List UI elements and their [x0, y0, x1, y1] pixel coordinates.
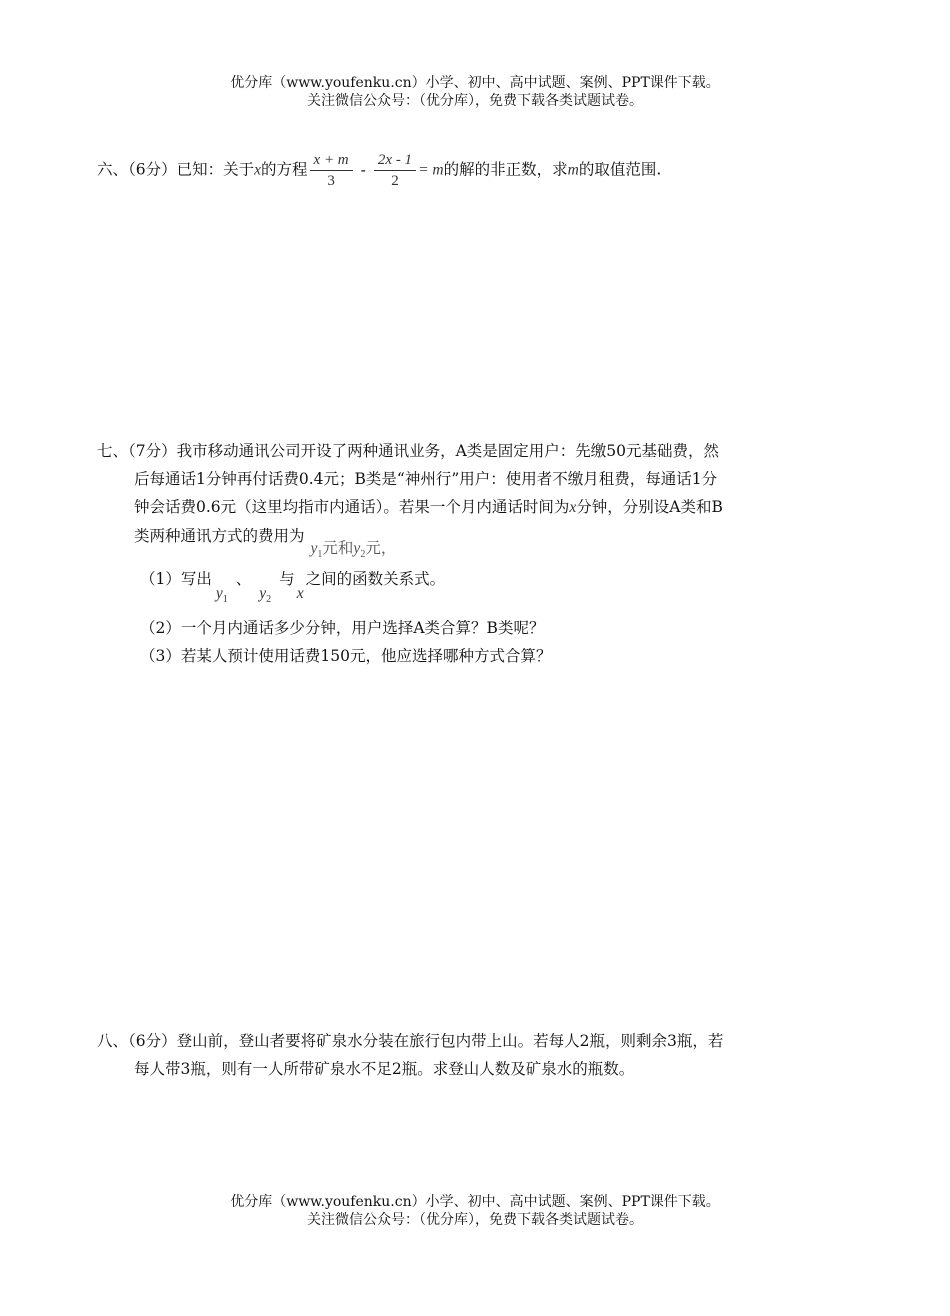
q7-sq1-y2-sub: 2: [266, 594, 272, 605]
q7-sq1-b: 与: [279, 570, 295, 588]
q8-line-2: 每人带3瓶，则有一人所带矿泉水不足2瓶。求登山人数及矿泉水的瓶数。: [134, 1060, 635, 1078]
q7-yuan-end: 元，: [365, 540, 397, 557]
question-6: [97, 150, 661, 191]
q7-sub-question-3: （3）若某人预计使用话费150元，他应选择哪种方式合算？: [140, 647, 552, 665]
q8-line-1: 八、（6分）登山前，登山者要将矿泉水分装在旅行包内带上山。若每人2瓶，则剩余3瓶，若: [97, 1032, 724, 1050]
footer-line-2: 关注微信公众号：（优分库），免费下载各类试题试卷。: [307, 1212, 643, 1228]
q7-sq1-a: （1）写出: [140, 570, 212, 588]
q6-var-x: x: [254, 161, 262, 179]
q7-cost-expression: [310, 540, 397, 560]
q7-y1: y: [310, 540, 318, 557]
header-line-1: 优分库（www.youfenku.cn）小学、初中、高中试题、案例、PPT课件下载。: [230, 75, 720, 91]
q6-frac2-den: 2: [391, 173, 399, 189]
page-footer: [0, 1193, 950, 1229]
q6-minus: -: [360, 160, 366, 179]
q7-line-3: [97, 493, 867, 522]
q6-frac1-num: x + m: [310, 150, 353, 171]
q7-sq1-y1: [215, 585, 228, 605]
q7-y2: y: [353, 540, 361, 557]
q7-var-x: x: [569, 499, 577, 516]
q7-y1-sub: 1: [317, 549, 323, 560]
q7-yuan-he: 元和: [322, 540, 354, 557]
q6-frac1-den: 3: [327, 173, 335, 189]
header-line-2: 关注微信公众号：（优分库），免费下载各类试题试卷。: [307, 93, 643, 109]
q7-line-4: [97, 522, 867, 560]
page-header: [0, 74, 950, 110]
question-7: [97, 437, 867, 670]
q7-line-3b: 分钟，分别设A类和B: [576, 498, 723, 516]
footer-line-1: 优分库（www.youfenku.cn）小学、初中、高中试题、案例、PPT课件下载。: [230, 1194, 720, 1210]
q6-mid: 的方程: [261, 160, 308, 179]
q6-fraction-2: [374, 150, 416, 191]
q7-sub-question-2: （2）一个月内通话多少分钟，用户选择A类合算？B类呢？: [140, 619, 545, 637]
q6-prefix: 六、（6分）已知：关于: [97, 160, 255, 179]
q7-line-2: 后每通话1分钟再付话费0.4元；B类是“神州行”用户：使用者不缴月租费，每通话1分: [134, 470, 718, 488]
q6-frac2-num: 2x - 1: [374, 150, 416, 171]
q7-sq1-y2-letter: y: [259, 585, 267, 602]
q7-sub-question-1: [97, 565, 867, 605]
q7-y2-sub: 2: [360, 549, 366, 560]
question-8: [97, 1027, 867, 1083]
q7-sq1-y1-letter: y: [215, 585, 223, 602]
q6-suffix-1: 的解的非正数，求: [443, 160, 568, 179]
q7-line-1: 七、（7分）我市移动通讯公司开设了两种通讯业务，A类是固定用户：先缴50元基础费，然: [97, 442, 720, 460]
q6-equals-m: = m: [418, 161, 444, 179]
q7-sq1-c: 之间的函数关系式。: [305, 570, 446, 588]
q6-fraction-1: [310, 150, 353, 191]
q7-sq1-var-x: x: [296, 585, 304, 602]
q6-var-m: m: [567, 161, 579, 179]
q6-suffix-2: 的取值范围.: [578, 160, 662, 179]
q7-sq1-sep: 、: [235, 570, 252, 588]
q7-line-3a: 钟会话费0.6元（这里均指市内通话）。若果一个月内通话时间为: [134, 498, 570, 516]
q7-sq1-y2: [259, 585, 272, 605]
q7-sq1-y1-sub: 1: [222, 594, 228, 605]
q7-line-4-text: 类两种通讯方式的费用为: [134, 527, 305, 545]
